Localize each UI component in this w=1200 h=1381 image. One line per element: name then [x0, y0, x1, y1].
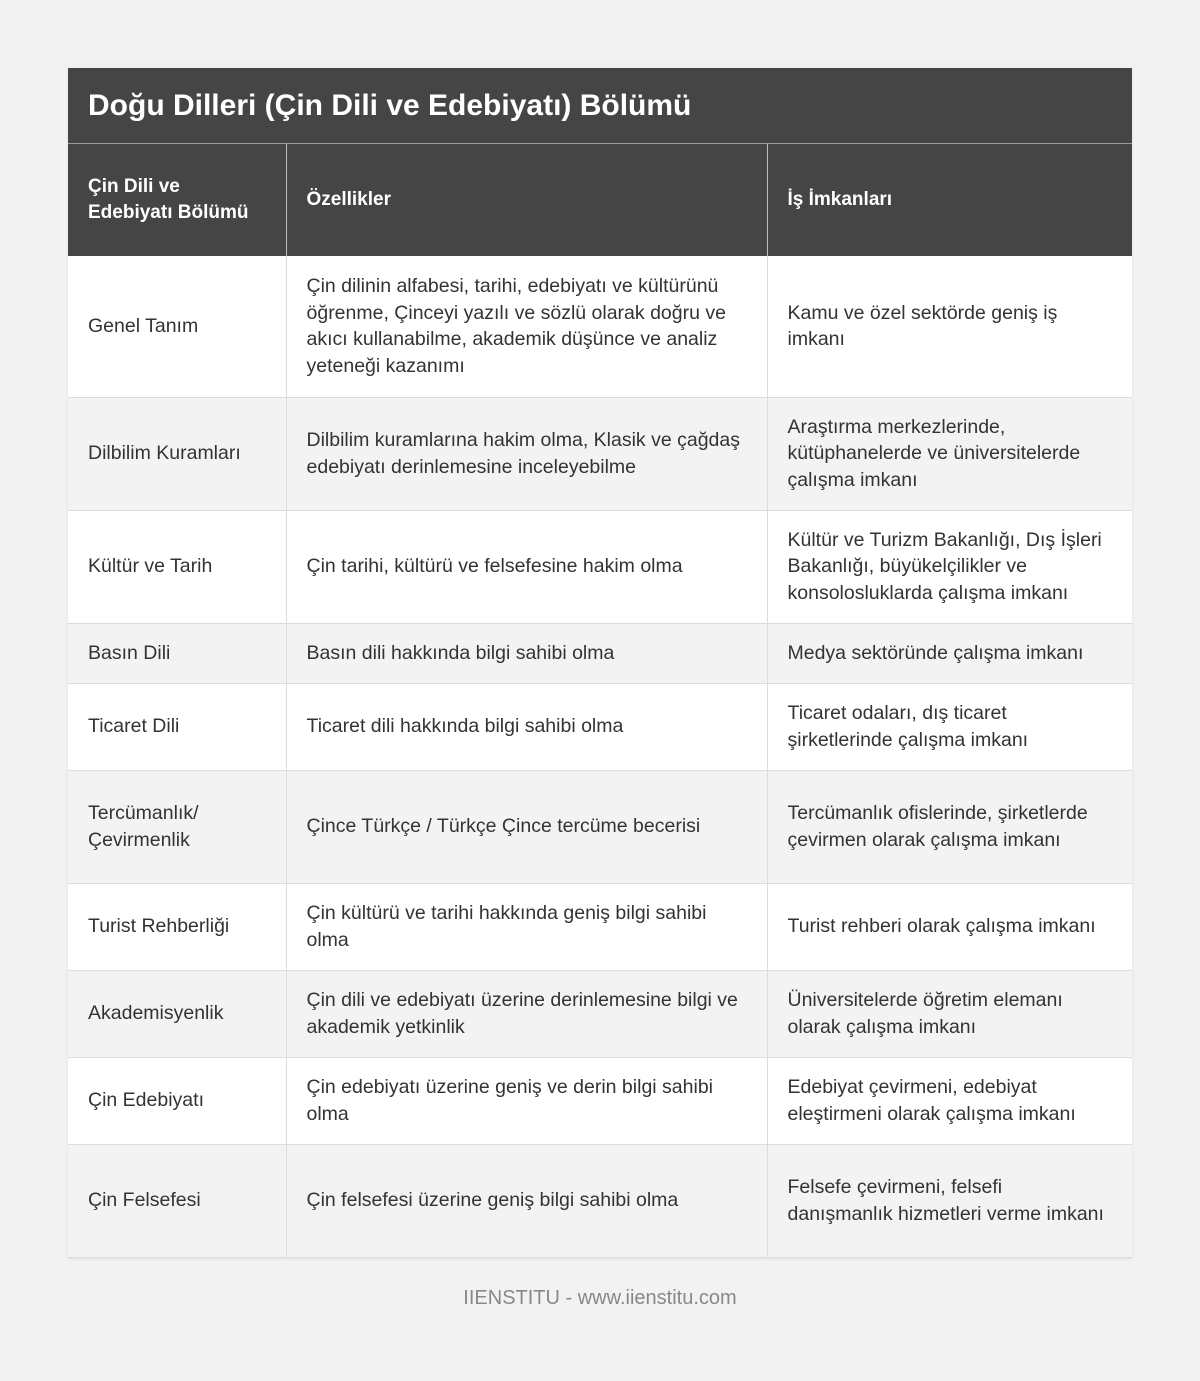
cell-features: Çin kültürü ve tarihi hakkında geniş bilgi sahibi olma — [286, 883, 767, 970]
cell-jobs: Medya sektöründe çalışma imkanı — [767, 623, 1132, 683]
table-card — [68, 68, 1132, 1258]
cell-jobs: Turist rehberi olarak çalışma imkanı — [767, 883, 1132, 970]
cell-name: Kültür ve Tarih — [68, 510, 286, 623]
header-jobs: İş İmkanları — [767, 144, 1132, 256]
cell-features: Ticaret dili hakkında bilgi sahibi olma — [286, 683, 767, 770]
cell-features: Dilbilim kuramlarına hakim olma, Klasik ve çağdaş edebiyatı derinlemesine inceleyebilme — [286, 397, 767, 510]
cell-features: Basın dili hakkında bilgi sahibi olma — [286, 623, 767, 683]
header-department: Çin Dili ve Edebiyatı Bölümü — [68, 144, 286, 256]
cell-name: Dilbilim Kuramları — [68, 397, 286, 510]
table-row — [68, 510, 1132, 623]
table-row — [68, 397, 1132, 510]
cell-name: Ticaret Dili — [68, 683, 286, 770]
table-row — [68, 1057, 1132, 1144]
cell-jobs: Araştırma merkezlerinde, kütüphanelerde ve üniversitelerde çalışma imkanı — [767, 397, 1132, 510]
header-features: Özellikler — [286, 144, 767, 256]
table-header-row — [68, 144, 1132, 256]
table-row — [68, 883, 1132, 970]
footer-credit: IIENSTITU - www.iienstitu.com — [463, 1287, 737, 1309]
table-row — [68, 683, 1132, 770]
cell-features: Çin edebiyatı üzerine geniş ve derin bilgi sahibi olma — [286, 1057, 767, 1144]
cell-jobs: Kültür ve Turizm Bakanlığı, Dış İşleri Bakanlığı, büyükelçilikler ve konsolosluklarda çalışma imkanı — [767, 510, 1132, 623]
cell-name: Genel Tanım — [68, 256, 286, 397]
cell-name: Turist Rehberliği — [68, 883, 286, 970]
table-row — [68, 623, 1132, 683]
cell-features: Çin felsefesi üzerine geniş bilgi sahibi olma — [286, 1144, 767, 1257]
cell-name: Akademisyenlik — [68, 970, 286, 1057]
table-title: Doğu Dilleri (Çin Dili ve Edebiyatı) Bölümü — [68, 68, 1132, 144]
table-row — [68, 770, 1132, 883]
cell-features: Çin dilinin alfabesi, tarihi, edebiyatı ve kültürünü öğrenme, Çinceyi yazılı ve sözlü olarak doğru ve akıcı kullanabilme, akademik düşünce ve analiz yeteneği kazanımı — [286, 256, 767, 397]
cell-jobs: Felsefe çevirmeni, felsefi danışmanlık hizmetleri verme imkanı — [767, 1144, 1132, 1257]
cell-name: Tercümanlık/ Çevirmenlik — [68, 770, 286, 883]
cell-jobs: Tercümanlık ofislerinde, şirketlerde çevirmen olarak çalışma imkanı — [767, 770, 1132, 883]
cell-features: Çince Türkçe / Türkçe Çince tercüme becerisi — [286, 770, 767, 883]
cell-name: Çin Felsefesi — [68, 1144, 286, 1257]
cell-features: Çin dili ve edebiyatı üzerine derinlemesine bilgi ve akademik yetkinlik — [286, 970, 767, 1057]
cell-name: Çin Edebiyatı — [68, 1057, 286, 1144]
cell-jobs: Üniversitelerde öğretim elemanı olarak çalışma imkanı — [767, 970, 1132, 1057]
cell-name: Basın Dili — [68, 623, 286, 683]
cell-jobs: Ticaret odaları, dış ticaret şirketlerinde çalışma imkanı — [767, 683, 1132, 770]
cell-jobs: Kamu ve özel sektörde geniş iş imkanı — [767, 256, 1132, 397]
table-row — [68, 1144, 1132, 1257]
careers-table — [68, 144, 1132, 1258]
cell-features: Çin tarihi, kültürü ve felsefesine hakim olma — [286, 510, 767, 623]
cell-jobs: Edebiyat çevirmeni, edebiyat eleştirmeni olarak çalışma imkanı — [767, 1057, 1132, 1144]
table-row — [68, 970, 1132, 1057]
table-row — [68, 256, 1132, 397]
